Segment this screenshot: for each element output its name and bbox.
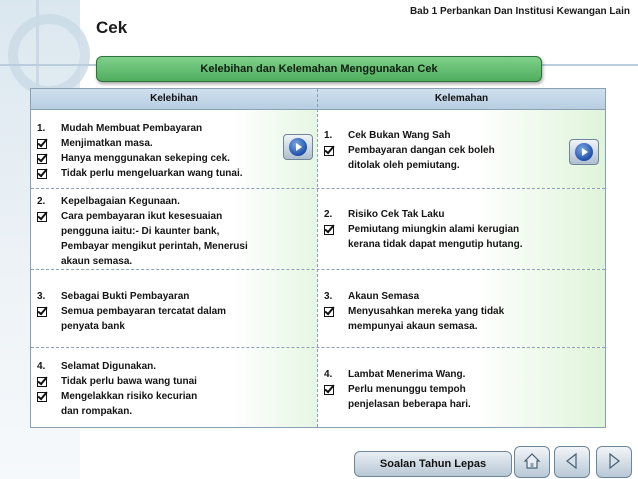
checkbox-bullet-icon [324,385,334,395]
disadvantage-cell: 1. Cek Bukan Wang Sah Pembayaran dangan cek boleh ditolak oleh pemiutang. [318,110,605,188]
header-kelebihan: Kelebihan [150,93,198,104]
home-icon [523,452,541,470]
table-header [31,89,605,110]
next-button[interactable] [596,446,632,478]
chapter-title: Bab 1 Perbankan Dan Institusi Kewangan Lain [409,6,630,17]
checkbox-bullet-icon [37,307,47,317]
disadvantage-cell: 3. Akaun Semasa Menyusahkan mereka yang tidak mempunyai akaun semasa. [318,270,605,347]
disadvantage-cell: 2. Risiko Cek Tak Laku Pemiutang miungkin alami kerugian kerana tidak dapat mengutip hutang. [318,189,605,269]
advantage-cell: 1. Mudah Membuat Pembayaran Menjimatkan masa. Hanya menggunakan sekeping cek. Tidak perlu mengeluarkan wang tunai. [31,110,317,188]
checkbox-bullet-icon [324,225,334,235]
checkbox-bullet-icon [37,139,47,149]
checkbox-bullet-icon [37,377,47,387]
checkbox-bullet-icon [37,212,47,222]
checkbox-bullet-icon [37,392,47,402]
home-button[interactable] [514,446,550,478]
header-kelemahan: Kelemahan [434,93,489,104]
page-title: Cek [96,18,128,37]
table-row [31,348,605,427]
topic-banner: Kelebihan dan Kelemahan Menggunakan Cek [96,56,542,82]
comparison-table [30,88,606,428]
advantage-cell: 4. Selamat Digunakan. Tidak perlu bawa wang tunai Mengelakkan risiko kecurian dan rompakan. [31,348,317,427]
checkbox-bullet-icon [324,146,334,156]
checkbox-bullet-icon [37,169,47,179]
next-arrow-icon [605,452,623,470]
table-row [31,110,605,189]
play-icon [296,143,302,151]
decorative-circle [8,14,90,96]
table-row [31,270,605,348]
play-button[interactable] [283,134,313,160]
table-row [31,189,605,270]
checkbox-bullet-icon [324,307,334,317]
soalan-tahun-lepas-button[interactable]: Soalan Tahun Lepas [354,451,512,477]
play-icon [582,148,588,156]
column-divider [317,89,318,427]
checkbox-bullet-icon [37,154,47,164]
advantage-cell: 2. Kepelbagaian Kegunaan. Cara pembayaran ikut kesesuaian pengguna iaitu:- Di kaunter bank, Pembayar mengikut perintah, Menerusi akaun semasa. [31,189,317,269]
advantage-cell: 3. Sebagai Bukti Pembayaran Semua pembayaran tercatat dalam penyata bank [31,270,317,347]
prev-button[interactable] [554,446,590,478]
play-button[interactable] [569,139,599,165]
prev-arrow-icon [563,452,581,470]
disadvantage-cell: 4. Lambat Menerima Wang. Perlu menunggu tempoh penjelasan beberapa hari. [318,348,605,427]
